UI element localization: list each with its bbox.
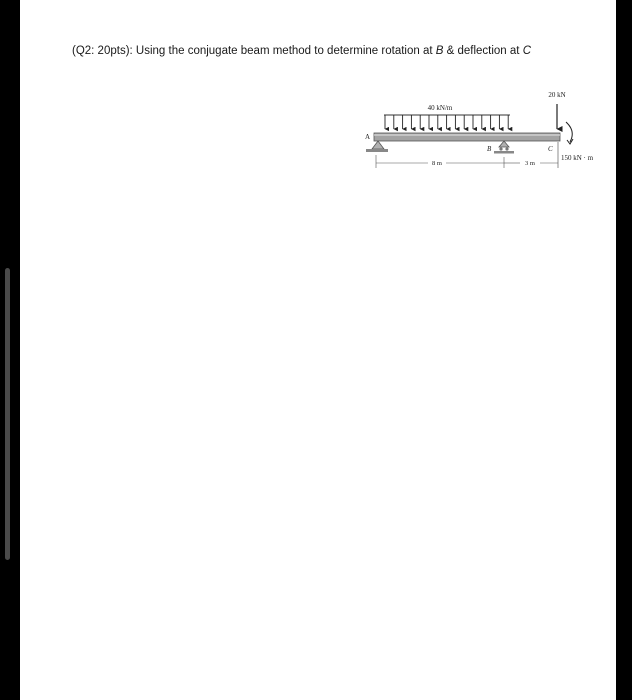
- question-point-b: B: [435, 45, 444, 57]
- moment-label: 150 kN · m: [561, 154, 594, 162]
- roller-support-b: [494, 141, 514, 154]
- applied-moment: [561, 122, 594, 162]
- udl-arrows: [385, 115, 508, 129]
- distributed-load-label: 40 kN/m: [427, 104, 453, 112]
- point-load: [548, 91, 565, 129]
- question-point-c: C: [522, 45, 531, 57]
- span-ab-label: 8 m: [432, 160, 442, 167]
- distributed-load: [384, 104, 510, 129]
- span-bc-label: 3 m: [525, 160, 535, 167]
- point-c-label: C: [548, 145, 553, 153]
- point-b-label: B: [487, 145, 492, 153]
- point-load-label: 20 kN: [548, 91, 566, 99]
- point-a-label: A: [365, 133, 371, 141]
- question-prefix: (Q2: 20pts): Using the conjugate beam method to determine rotation at: [72, 45, 436, 57]
- dimension-line: [376, 155, 558, 168]
- pin-support-a: [366, 141, 388, 152]
- beam: [374, 133, 560, 141]
- question-middle: & deflection at: [443, 45, 523, 57]
